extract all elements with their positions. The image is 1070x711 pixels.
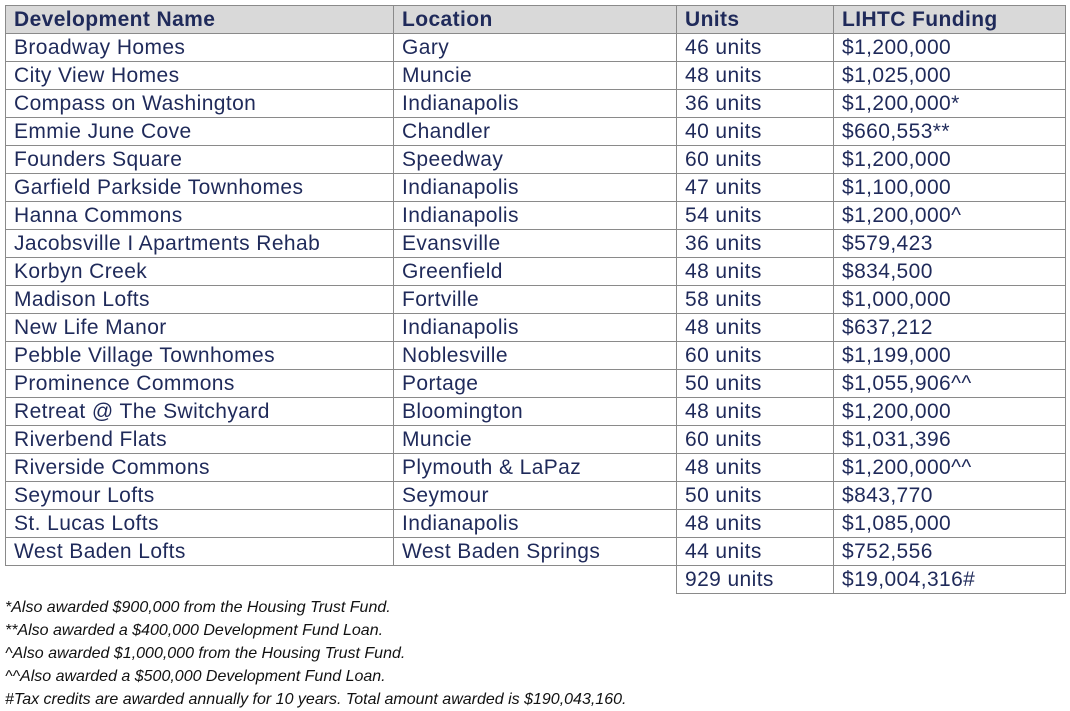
funding-cell: $843,770 (834, 482, 1066, 510)
footnotes (5, 596, 626, 711)
funding-cell: $660,553** (834, 118, 1066, 146)
table-row (6, 286, 1066, 314)
table-row (6, 230, 1066, 258)
development-name-cell: Compass on Washington (6, 90, 394, 118)
funding-cell: $579,423 (834, 230, 1066, 258)
totals-row (6, 566, 1066, 594)
table-body (6, 34, 1066, 594)
units-cell: 58 units (677, 286, 834, 314)
header-row (6, 6, 1066, 34)
funding-cell: $1,000,000 (834, 286, 1066, 314)
funding-cell: $834,500 (834, 258, 1066, 286)
funding-cell: $1,200,000 (834, 146, 1066, 174)
table-row (6, 62, 1066, 90)
header-development-name: Development Name (6, 6, 394, 34)
units-cell: 50 units (677, 482, 834, 510)
funding-cell: $1,055,906^^ (834, 370, 1066, 398)
units-cell: 40 units (677, 118, 834, 146)
units-cell: 60 units (677, 342, 834, 370)
development-name-cell: City View Homes (6, 62, 394, 90)
location-cell: Fortville (394, 286, 677, 314)
units-cell: 54 units (677, 202, 834, 230)
funding-cell: $1,200,000 (834, 34, 1066, 62)
development-name-cell: West Baden Lofts (6, 538, 394, 566)
development-name-cell: Garfield Parkside Townhomes (6, 174, 394, 202)
development-name-cell: Korbyn Creek (6, 258, 394, 286)
development-name-cell: Jacobsville I Apartments Rehab (6, 230, 394, 258)
location-cell: Indianapolis (394, 510, 677, 538)
units-cell: 48 units (677, 314, 834, 342)
table-row (6, 538, 1066, 566)
table-row (6, 258, 1066, 286)
footnote: ^Also awarded $1,000,000 from the Housing Trust Fund. (5, 645, 406, 662)
table-row (6, 426, 1066, 454)
units-cell: 48 units (677, 398, 834, 426)
development-name-cell: Madison Lofts (6, 286, 394, 314)
footnote: *Also awarded $900,000 from the Housing Trust Fund. (5, 599, 391, 616)
location-cell: Evansville (394, 230, 677, 258)
blank-cell (6, 566, 394, 594)
table-row (6, 34, 1066, 62)
location-cell: Seymour (394, 482, 677, 510)
table-row (6, 146, 1066, 174)
table-row (6, 398, 1066, 426)
development-name-cell: Seymour Lofts (6, 482, 394, 510)
location-cell: Indianapolis (394, 202, 677, 230)
footnote: #Tax credits are awarded annually for 10 years. Total amount awarded is $190,043,160. (5, 691, 627, 708)
location-cell: Speedway (394, 146, 677, 174)
table-row (6, 370, 1066, 398)
units-cell: 36 units (677, 90, 834, 118)
table-row (6, 174, 1066, 202)
development-name-cell: Riverside Commons (6, 454, 394, 482)
units-cell: 48 units (677, 62, 834, 90)
location-cell: Muncie (394, 426, 677, 454)
development-name-cell: Prominence Commons (6, 370, 394, 398)
location-cell: Plymouth & LaPaz (394, 454, 677, 482)
development-name-cell: St. Lucas Lofts (6, 510, 394, 538)
blank-cell (394, 566, 677, 594)
units-cell: 60 units (677, 426, 834, 454)
table-row (6, 118, 1066, 146)
total-units-cell: 929 units (677, 566, 834, 594)
location-cell: Greenfield (394, 258, 677, 286)
units-cell: 47 units (677, 174, 834, 202)
table-row (6, 342, 1066, 370)
units-cell: 50 units (677, 370, 834, 398)
header-lihtc-funding: LIHTC Funding (834, 6, 1066, 34)
development-name-cell: Founders Square (6, 146, 394, 174)
units-cell: 46 units (677, 34, 834, 62)
funding-cell: $1,199,000 (834, 342, 1066, 370)
location-cell: Bloomington (394, 398, 677, 426)
location-cell: Indianapolis (394, 314, 677, 342)
development-name-cell: Emmie June Cove (6, 118, 394, 146)
funding-cell: $637,212 (834, 314, 1066, 342)
footnote: ^^Also awarded a $500,000 Development Fund Loan. (5, 668, 386, 685)
funding-cell: $1,100,000 (834, 174, 1066, 202)
development-name-cell: Riverbend Flats (6, 426, 394, 454)
development-name-cell: Broadway Homes (6, 34, 394, 62)
units-cell: 44 units (677, 538, 834, 566)
units-cell: 60 units (677, 146, 834, 174)
development-name-cell: Retreat @ The Switchyard (6, 398, 394, 426)
table-row (6, 454, 1066, 482)
units-cell: 48 units (677, 258, 834, 286)
total-funding-cell: $19,004,316# (834, 566, 1066, 594)
units-cell: 48 units (677, 454, 834, 482)
lihtc-awards-table (5, 5, 1066, 594)
development-name-cell: Pebble Village Townhomes (6, 342, 394, 370)
development-name-cell: New Life Manor (6, 314, 394, 342)
funding-cell: $1,085,000 (834, 510, 1066, 538)
footnote: **Also awarded a $400,000 Development Fund Loan. (5, 622, 384, 639)
units-cell: 48 units (677, 510, 834, 538)
location-cell: Gary (394, 34, 677, 62)
location-cell: Indianapolis (394, 174, 677, 202)
funding-cell: $1,200,000^^ (834, 454, 1066, 482)
table-row (6, 90, 1066, 118)
location-cell: West Baden Springs (394, 538, 677, 566)
funding-cell: $1,200,000* (834, 90, 1066, 118)
funding-cell: $1,031,396 (834, 426, 1066, 454)
units-cell: 36 units (677, 230, 834, 258)
funding-cell: $1,025,000 (834, 62, 1066, 90)
location-cell: Muncie (394, 62, 677, 90)
funding-cell: $1,200,000^ (834, 202, 1066, 230)
table-row (6, 314, 1066, 342)
location-cell: Chandler (394, 118, 677, 146)
location-cell: Portage (394, 370, 677, 398)
funding-cell: $752,556 (834, 538, 1066, 566)
table-row (6, 202, 1066, 230)
header-location: Location (394, 6, 677, 34)
header-units: Units (677, 6, 834, 34)
funding-cell: $1,200,000 (834, 398, 1066, 426)
development-name-cell: Hanna Commons (6, 202, 394, 230)
location-cell: Noblesville (394, 342, 677, 370)
location-cell: Indianapolis (394, 90, 677, 118)
table-row (6, 510, 1066, 538)
table-row (6, 482, 1066, 510)
